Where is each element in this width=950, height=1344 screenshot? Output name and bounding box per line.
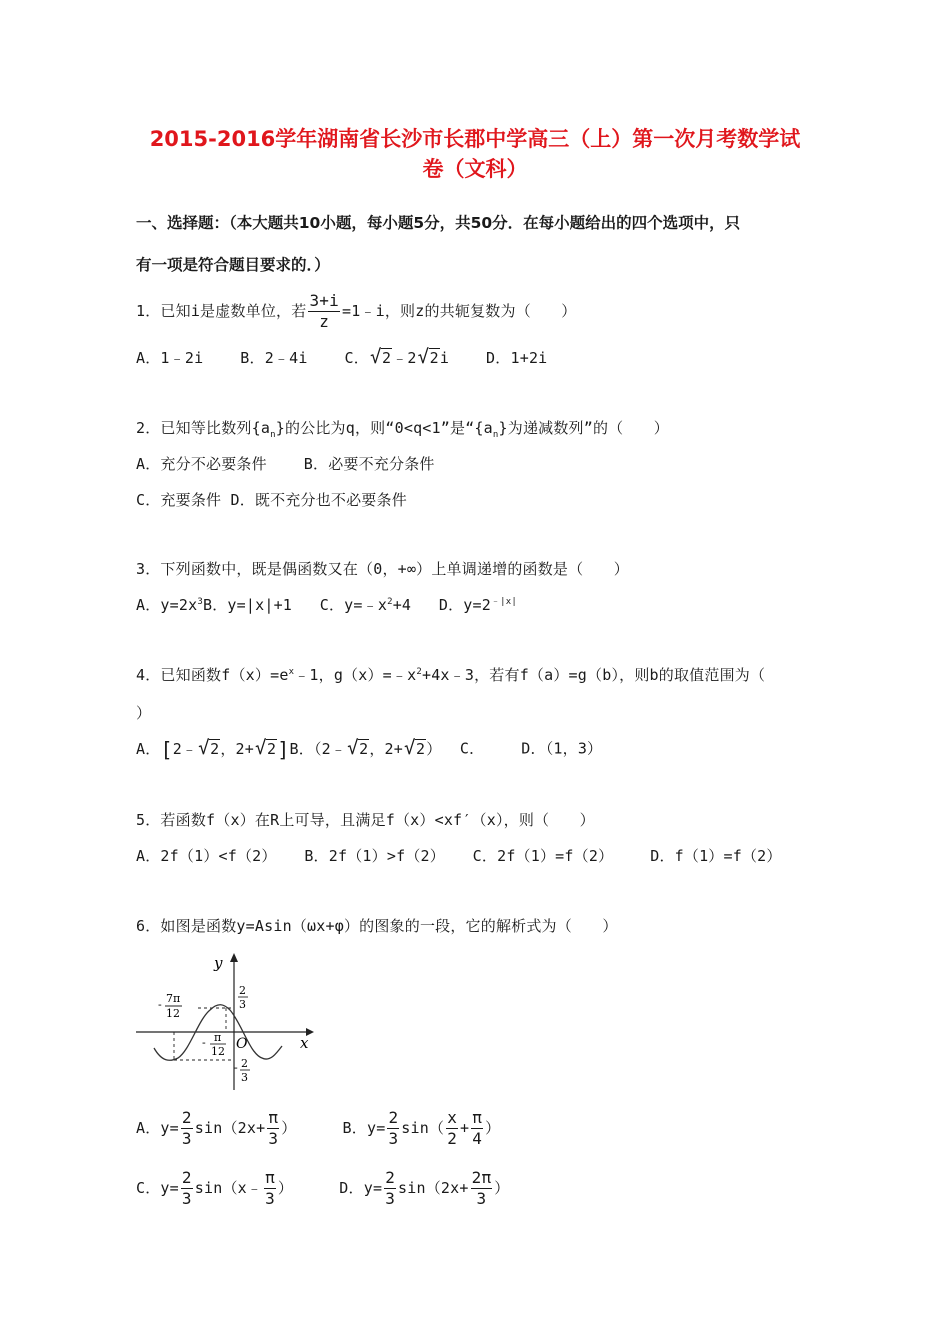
- q6-c-n2: π: [265, 1168, 275, 1187]
- q3-d-text: D．y=2: [438, 596, 491, 614]
- q5-option-d: D．f（1）=f（2）: [650, 847, 782, 865]
- q5-option-c: C．2f（1）=f（2）: [472, 847, 614, 865]
- q1-c-rad1: 2: [381, 349, 392, 367]
- q5-option-a: A．2f（1）<f（2）: [136, 847, 277, 865]
- q2-option-b: B．必要不充分条件: [303, 455, 435, 473]
- q1-text-pre: 1．已知i是虚数单位，若: [136, 302, 307, 320]
- question-5-options: [136, 845, 782, 866]
- q2-stem-b: }的公比为q，则“0<q<1”是“{a: [275, 419, 493, 437]
- tick-neg-7pi12-sign: -: [158, 998, 162, 1011]
- question-1-options: [136, 347, 547, 368]
- q6-b-n2: x: [447, 1108, 458, 1127]
- q4-b-a: B．（2﹣: [289, 739, 347, 758]
- q3-c-text: C．y=﹣x: [319, 596, 388, 614]
- q2-sub-2: n: [492, 430, 499, 440]
- q1-text-post: =1﹣i，则z的共轭复数为（ ）: [341, 302, 577, 320]
- q6-a-n2: π: [268, 1108, 279, 1127]
- q4-a-b: ，2+: [220, 739, 255, 758]
- question-3-stem: 3．下列函数中，既是偶函数又在（0，+∞）上单调递增的函数是（ ）: [136, 560, 629, 578]
- question-4-stem: [136, 664, 765, 685]
- tick-neg-two-thirds-den: 3: [241, 1071, 248, 1084]
- q5-option-b: B．2f（1）>f（2）: [304, 847, 445, 865]
- page-title: [90, 124, 860, 184]
- section-heading-line-2: 有一项是符合题目要求的．）: [136, 256, 330, 274]
- q6-b-post: ）: [485, 1119, 501, 1137]
- q4-a-lbracket: [: [160, 737, 173, 761]
- q6-c-d2: 3: [265, 1189, 275, 1208]
- q4-b-c: ）: [426, 739, 442, 758]
- q6-b-frac-3: [471, 1110, 483, 1147]
- question-2-stem: [136, 417, 669, 440]
- q6-b-n1: 2: [388, 1108, 399, 1127]
- origin-label: O: [236, 1036, 248, 1052]
- q1-option-b: B．2﹣4i: [240, 349, 308, 367]
- q4-a-rad2: 2: [267, 739, 277, 758]
- q1-c-pre: C．: [344, 349, 369, 367]
- q2-option-c: C．充要条件: [136, 491, 222, 509]
- tick-neg-7pi12-den: 12: [166, 1007, 180, 1020]
- tick-two-thirds-num: 2: [239, 984, 246, 997]
- question-6-options-row-1: [136, 1110, 500, 1147]
- q1-fraction: [308, 293, 340, 330]
- question-4-stem-cont: ）: [136, 704, 152, 722]
- q4-option-d: D．（1，3）: [521, 739, 603, 758]
- q6-option-b: [342, 1108, 501, 1148]
- question-4-options: [136, 737, 602, 761]
- q6-b-frac-2: [446, 1110, 458, 1147]
- q6-d-pre: D．y=: [339, 1179, 383, 1197]
- tick-neg-pi12-den: 12: [211, 1045, 225, 1058]
- q6-a-frac-2: [267, 1110, 279, 1147]
- tick-neg-pi12-num: π: [214, 1031, 222, 1044]
- tick-neg-two-thirds-sign: -: [234, 1061, 238, 1074]
- q6-d-mid: sin（2x+: [398, 1179, 469, 1197]
- tick-neg-7pi12-num: 7π: [166, 992, 181, 1005]
- q6-a-pre: A．y=: [136, 1119, 179, 1137]
- q3-c-sup: 2: [387, 597, 393, 607]
- q4-a-rbracket: ]: [277, 737, 290, 761]
- q4-a-rad1: 2: [210, 739, 220, 758]
- q1-frac-num: 3+i: [309, 291, 339, 310]
- q6-c-post: ）: [277, 1179, 294, 1197]
- title-line-1: 2015-2016学年湖南省长沙市长郡中学高三（上）第一次月考数学试: [149, 127, 801, 151]
- q2-option-d: D．既不充分也不必要条件: [230, 491, 407, 509]
- q6-b-plus: +: [460, 1119, 470, 1137]
- question-6-stem: 6．如图是函数y=Asin（ωx+φ）的图象的一段，它的解析式为（ ）: [136, 917, 618, 935]
- sqrt-symbol: √ 2: [403, 736, 426, 759]
- q3-d-sup: ﹣|x|: [490, 597, 518, 607]
- q4-option-a: [136, 736, 290, 761]
- question-6-options-row-2: [136, 1170, 510, 1207]
- q2-stem-c: }为递减数列”的（ ）: [498, 419, 669, 437]
- q6-a-mid: sin（2x+: [194, 1119, 266, 1137]
- q4-b-rad1: 2: [359, 739, 369, 758]
- q1-option-d: D．1+2i: [486, 349, 548, 367]
- q4-stem-b: ﹣1，g（x）=﹣x: [294, 666, 417, 684]
- q6-b-frac-1: [387, 1110, 399, 1147]
- q6-d-post: ）: [494, 1179, 510, 1197]
- q6-b-d2: 2: [447, 1129, 458, 1148]
- q1-c-rad2: 2: [429, 349, 439, 367]
- q6-option-a: [136, 1108, 297, 1148]
- sqrt-symbol: √ 2: [417, 346, 439, 368]
- q6-c-frac-2: [264, 1170, 276, 1207]
- q6-b-d1: 3: [388, 1129, 399, 1148]
- q4-b-b: ，2+: [369, 739, 403, 758]
- tick-two-thirds-den: 3: [239, 998, 246, 1011]
- question-2-options-row-2: [136, 489, 407, 510]
- q6-d-frac-1: [384, 1170, 396, 1207]
- section-heading-line-1: 一、选择题：（本大题共10小题，每小题5分，共50分．在每小题给出的四个选项中，只: [136, 214, 741, 232]
- sqrt-symbol: √ 2: [369, 346, 392, 368]
- sqrt-symbol: √ 2: [198, 736, 220, 759]
- q6-c-n1: 2: [181, 1168, 192, 1187]
- q1-option-a: A．1﹣2i: [136, 349, 204, 367]
- q3-option-c: [320, 596, 411, 614]
- q3-c-post: +4: [392, 596, 412, 614]
- q6-b-pre: B．y=: [342, 1119, 386, 1137]
- q6-d-frac-2: [471, 1170, 493, 1207]
- q1-option-c: [344, 346, 450, 368]
- q4-sup-1: x: [288, 667, 295, 677]
- tick-neg-two-thirds-num: 2: [241, 1057, 248, 1070]
- q3-a-text: A．y=2x: [136, 596, 198, 614]
- q6-d-d2: 3: [476, 1189, 487, 1208]
- q3-option-a: [136, 596, 203, 614]
- q3-option-b: B．y=|x|+1: [202, 596, 293, 614]
- q6-a-post: ）: [281, 1119, 297, 1137]
- q1-c-post: i: [439, 349, 450, 367]
- q4-a-pre: A．: [136, 739, 161, 758]
- x-axis-label: x: [300, 1034, 309, 1052]
- q1-c-mid: ﹣2: [392, 349, 417, 367]
- q4-option-c: C．: [459, 739, 485, 758]
- q3-option-d: [439, 596, 517, 614]
- q4-option-b: [289, 736, 442, 759]
- q6-a-d2: 3: [268, 1129, 279, 1148]
- q3-a-sup: 3: [197, 597, 203, 607]
- y-axis-arrow: [230, 953, 238, 962]
- q6-b-n3: π: [472, 1108, 483, 1127]
- title-line-2: 卷（文科）: [422, 157, 528, 181]
- sine-graph: [134, 950, 324, 1095]
- q2-stem-a: 2．已知等比数列{a: [136, 419, 271, 437]
- sqrt-symbol: √ 2: [347, 736, 369, 759]
- q6-d-n1: 2: [385, 1168, 396, 1187]
- q4-stem-a: 4．已知函数f（x）=e: [136, 666, 289, 684]
- q6-b-d3: 4: [472, 1129, 483, 1148]
- question-3-options: [136, 594, 517, 615]
- q6-option-c: [136, 1168, 294, 1208]
- q6-c-pre: C．y=: [136, 1179, 179, 1197]
- question-5-stem: 5．若函数f（x）在R上可导，且满足f（x）<xf′（x），则（ ）: [136, 811, 595, 829]
- q6-d-d1: 3: [385, 1189, 396, 1208]
- tick-neg-pi12-sign: -: [202, 1036, 206, 1049]
- question-1-stem: [136, 293, 577, 330]
- sqrt-symbol: √ 2: [255, 736, 277, 759]
- q2-sub-1: n: [270, 430, 276, 440]
- q6-b-mid: sin（: [401, 1119, 445, 1137]
- q4-a-a: 2﹣: [172, 739, 198, 758]
- q6-c-frac-1: [181, 1170, 193, 1207]
- q2-option-a: A．充分不必要条件: [136, 455, 267, 473]
- q6-a-d1: 3: [181, 1129, 192, 1148]
- q6-d-n2: 2π: [471, 1168, 492, 1187]
- y-axis-label: y: [214, 954, 223, 972]
- q4-b-rad2: 2: [415, 739, 426, 758]
- q4-stem-c: +4x﹣3，若有f（a）=g（b），则b的取值范围为（: [421, 666, 766, 684]
- question-2-options-row-1: [136, 453, 435, 474]
- q1-frac-den: z: [319, 312, 330, 331]
- q6-a-n1: 2: [181, 1108, 192, 1127]
- q4-sup-2: 2: [416, 667, 422, 677]
- q6-a-frac-1: [181, 1110, 193, 1147]
- q6-c-d1: 3: [181, 1189, 192, 1208]
- q6-c-mid: sin（x﹣: [194, 1179, 263, 1197]
